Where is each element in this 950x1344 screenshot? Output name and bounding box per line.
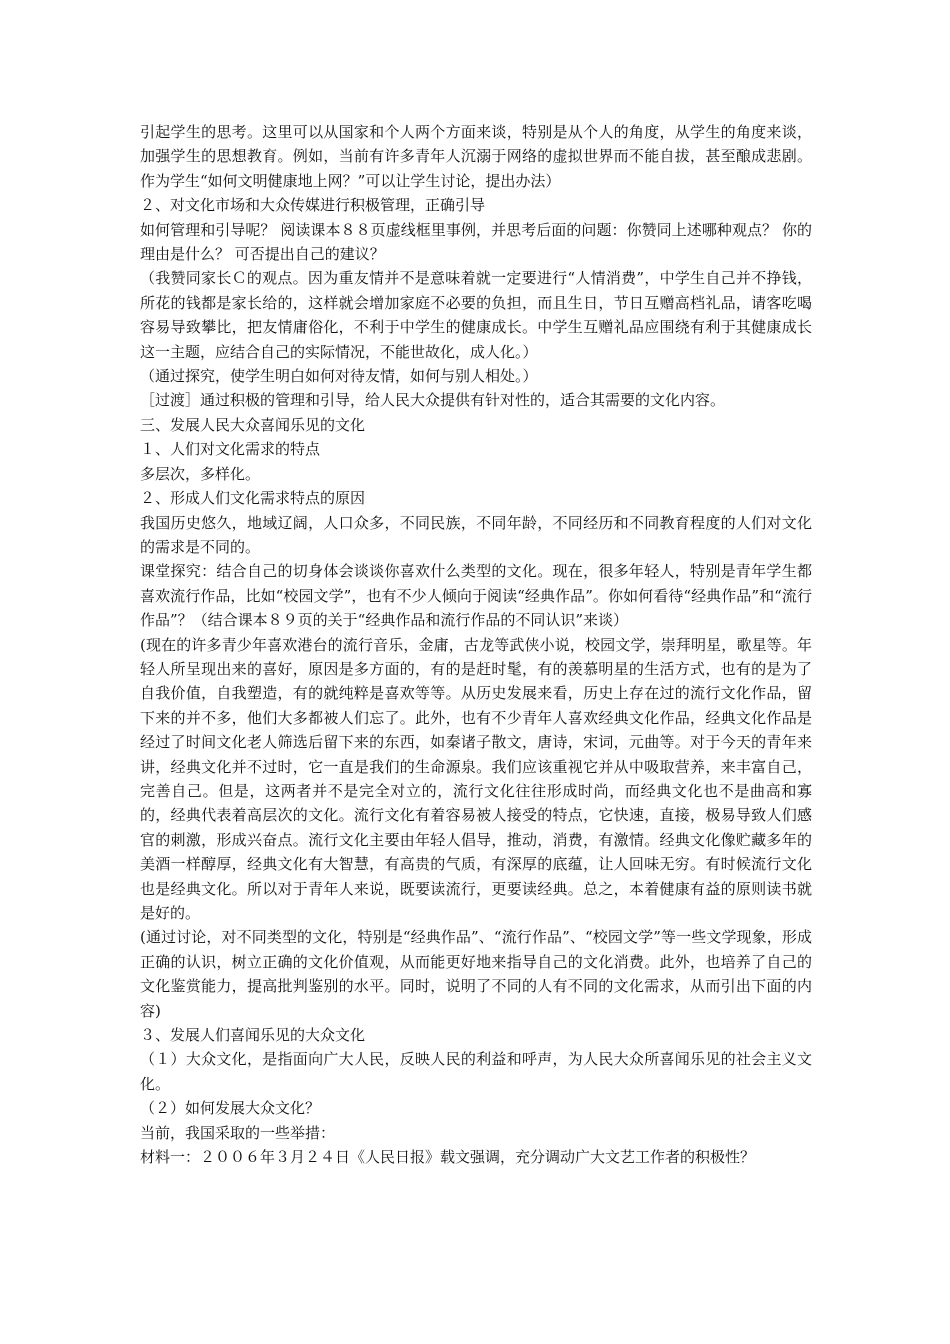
heading-item-2-reasons: ２、形成人们文化需求特点的原因 [140,489,366,508]
paragraph-transition: ［过渡］通过积极的管理和引导，给人民大众提供有针对性的，适合其需要的文化内容。 [140,391,726,410]
paragraph-question-reading: 如何管理和引导呢？ 阅读课本８８页虚线框里事例，并思考后面的问题：你赞同上述哪种观点？ 你的理由是什么？ 可否提出自己的建议？ [140,220,812,264]
paragraph-discussion-purpose: (通过讨论，对不同类型的文化，特别是“经典作品”、“流行作品”、“校园文学”等一些文学现象，形成正确的认识，树立正确的文化价值观，从而能更好地来指导自己的文化消费。此外，也培养了自己的文化鉴赏能力，提高批判鉴别的水平。同时，说明了不同的人有不同的文化需求，从而引出下面的内容) [140,928,812,1020]
paragraph-answer-parent-c: （我赞同家长Ｃ的观点。因为重友情并不是意味着就一定要进行“人情消费”，中学生自己并不挣钱，所花的钱都是家长给的，这样就会增加家庭不必要的负担，而且生日，节日互赠高档礼品，请客吃喝容易导致攀比，把友情庸俗化，不利于中学生的健康成长。中学生互赠礼品应围绕有利于其健康成长这一主题，应结合自己的实际情况，不能世故化，成人化。） [140,269,812,361]
paragraph-how-to-develop: （２）如何发展大众文化？ [140,1099,321,1118]
paragraph-classroom-inquiry: 课堂探究：结合自己的切身体会谈谈你喜欢什么类型的文化。现在，很多年轻人，特别是青年学生都喜欢流行作品，比如“校园文学”，也有不少人倾向于阅读“经典作品”。你如何看待“经典作品”和“流行作品”？（结合课本８９页的关于“经典作品和流行作品的不同认识”来谈） [140,562,812,630]
paragraph-inquiry-purpose: （通过探究，使学生明白如何对待友情，如何与别人相处。） [140,367,538,386]
heading-item-1-demand-features: １、人们对文化需求的特点 [140,440,321,459]
document-page [140,120,812,1169]
paragraph-mass-culture-definition: （１）大众文化，是指面向广大人民，反映人民的利益和呼声，为人民大众所喜闻乐见的社会主义文化。 [140,1050,812,1093]
paragraph-popular-vs-classic: (现在的许多青少年喜欢港台的流行音乐，金庸，古龙等武侠小说，校园文学，崇拜明星，歌星等。年轻人所呈现出来的喜好，原因是多方面的，有的是赶时髦，有的羡慕明星的生活方式，也有的是为了自我价值，自我塑造，有的就纯粹是喜欢等等。从历史发展来看，历史上存在过的流行文化作品，留下来的并不多，他们大多都被人们忘了。此外，也有不少青年人喜欢经典文化作品，经典文化作品是经过了时间文化老人筛选后留下来的东西，如秦诸子散文，唐诗，宋词，元曲等。对于今天的青年来讲，经典文化并不过时，它一直是我们的生命源泉。我们应该重视它并从中吸取营养，来丰富自己，完善自己。但是，这两者并不是完全对立的，流行文化往往形成时尚，而经典文化也不是曲高和寡的，经典代表着高层次的文化。流行文化有着容易被人接受的特点，它快速，直接，极易导致人们感官的刺激，形成兴奋点。流行文化主要由年轻人倡导，推动，消费，有激情。经典文化像贮藏多年的美酒一样醇厚，经典文化有大智慧，有高贵的气质，有深厚的底蕴，让人回味无穷。有时候流行文化也是经典文化。所以对于青年人来说，既要读流行，更要读经典。总之，本着健康有益的原则读书就是好的。 [140,635,812,922]
paragraph-reasons: 我国历史悠久，地域辽阔，人口众多，不同民族，不同年龄，不同经历和不同教育程度的人们对文化的需求是不同的。 [140,513,812,556]
paragraph-multi-level: 多层次，多样化。 [140,464,261,483]
heading-item-2-manage-guide: ２、对文化市场和大众传媒进行积极管理，正确引导 [140,196,486,215]
section-heading-three: 三、发展人民大众喜闻乐见的文化 [140,415,366,434]
paragraph-intro-continuation: 引起学生的思考。这里可以从国家和个人两个方面来谈，特别是从个人的角度，从学生的角度来谈，加强学生的思想教育。例如，当前有许多青年人沉溺于网络的虚拟世界而不能自拔，甚至酿成悲剧。作为学生“如何文明健康地上网？”可以让学生讨论，提出办法） [140,123,812,190]
heading-item-3-develop-mass-culture: ３、发展人们喜闻乐见的大众文化 [140,1026,366,1045]
paragraph-current-measures: 当前，我国采取的一些举措： [140,1123,336,1142]
paragraph-material-one: 材料一：２００６年３月２４日《人民日报》载文强调，充分调动广大文艺工作者的积极性？ [140,1148,756,1167]
